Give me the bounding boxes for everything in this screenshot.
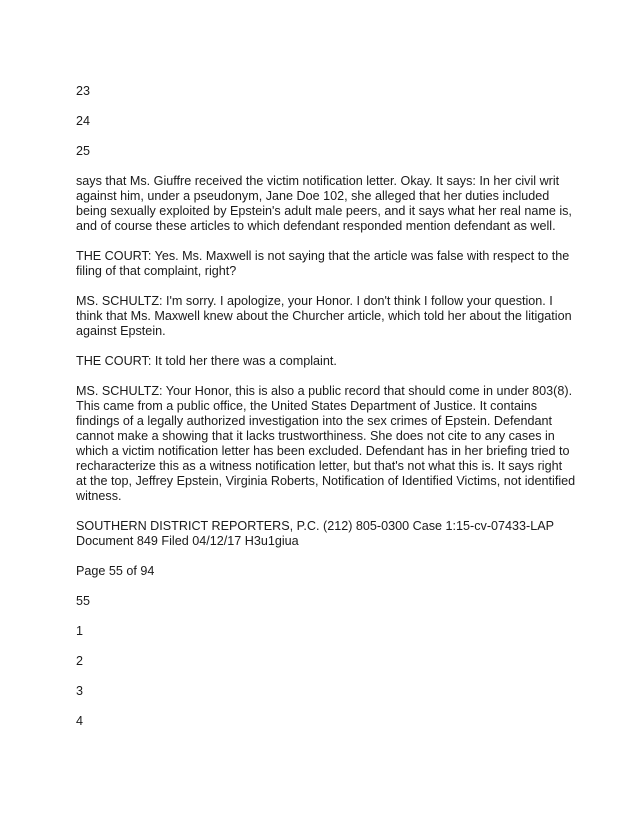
testimony-paragraph: says that Ms. Giuffre received the victim notification letter. Okay. It says: In her civil writ against him, under a pseudonym, Jane Doe 102, she alleged that her duties included being sexually exploited by Epstein's adult male peers, and it says what her real name is, and of course these articles to which defendant responded mention defendant as well.	[76, 174, 572, 233]
line-number: 25	[76, 144, 91, 158]
line-number: 4	[76, 714, 84, 728]
page-indicator: Page 55 of 94	[76, 564, 155, 578]
reporter-footer: SOUTHERN DISTRICT REPORTERS, P.C. (212) 805-0300 Case 1:15-cv-07433-LAP Document 849 Filed 04/12/17 H3u1giua	[76, 519, 554, 548]
line-number: 23	[76, 84, 91, 98]
page-number: 55	[76, 594, 91, 608]
line-number: 24	[76, 114, 91, 128]
testimony-paragraph: THE COURT: It told her there was a complaint.	[76, 354, 337, 368]
line-number: 1	[76, 624, 84, 638]
transcript-page	[76, 84, 576, 744]
line-number: 3	[76, 684, 84, 698]
testimony-paragraph: MS. SCHULTZ: Your Honor, this is also a public record that should come in under 803(8). This came from a public office, the United States Department of Justice. It contains findings of a legally authorized investigation into the sex crimes of Epstein. Defendant cannot make a showing that it lacks trustworthiness. She does not cite to any cases in which a victim notification letter has been excluded. Defendant has in her briefing tried to recharacterize this as a witness notification letter, but that's not what this is. It says right at the top, Jeffrey Epstein, Virginia Roberts, Notification of Identified Victims, not identified witness.	[76, 384, 576, 503]
testimony-paragraph: THE COURT: Yes. Ms. Maxwell is not saying that the article was false with respect to the filing of that complaint, right?	[76, 249, 570, 278]
line-number: 2	[76, 654, 84, 668]
testimony-paragraph: MS. SCHULTZ: I'm sorry. I apologize, your Honor. I don't think I follow your question. I think that Ms. Maxwell knew about the Churcher article, which told her about the litigation against Epstein.	[76, 294, 572, 338]
